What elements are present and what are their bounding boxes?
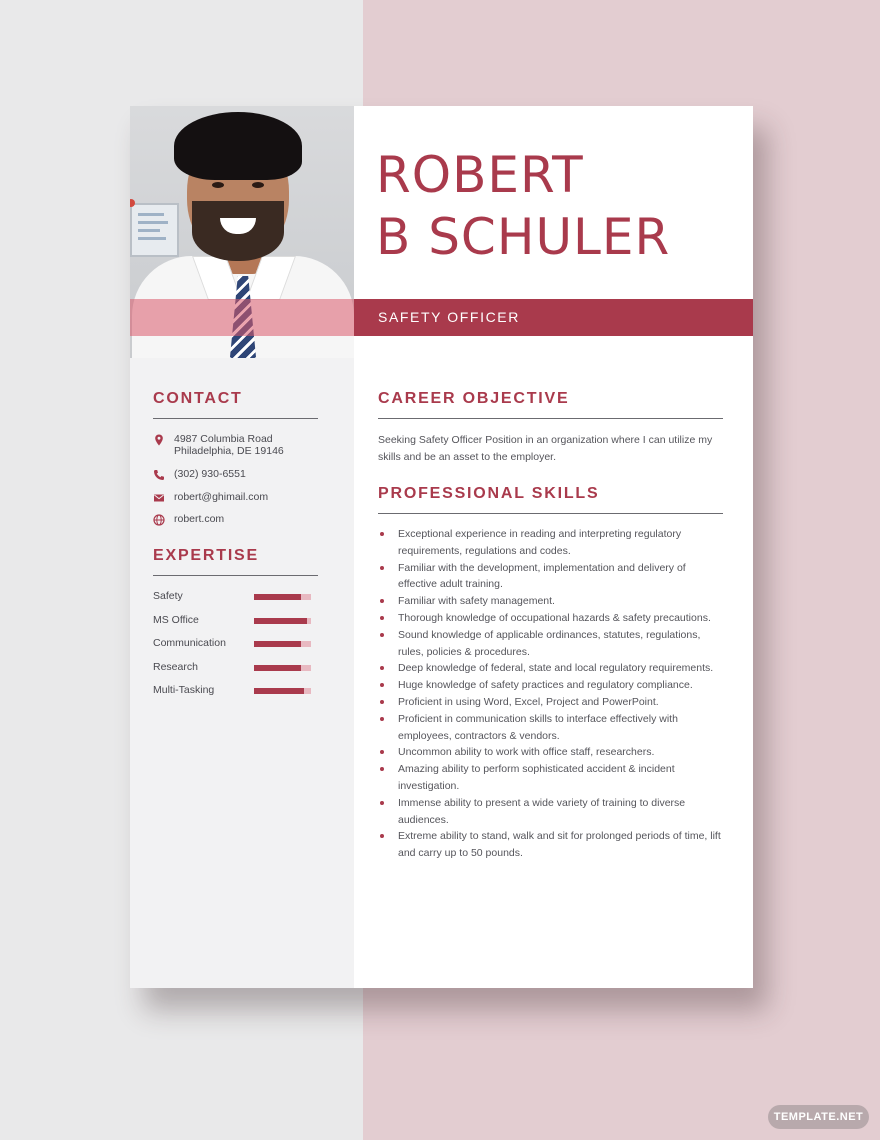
phone-text: (302) 930-6551 (174, 468, 246, 480)
expertise-bar (254, 618, 311, 624)
expertise-bar (254, 688, 311, 694)
expertise-divider (153, 575, 318, 576)
globe-icon (153, 514, 165, 526)
list-item: Immense ability to present a wide variety of training to diverse audiences. (378, 795, 723, 829)
expertise-row (153, 637, 318, 651)
contact-heading: CONTACT (153, 390, 243, 407)
professional-skills-list (378, 526, 723, 862)
contact-address (153, 433, 284, 457)
eye-left (212, 182, 224, 188)
expertise-bar-fill (254, 618, 307, 624)
list-item: Huge knowledge of safety practices and regulatory compliance. (378, 677, 723, 694)
list-item: Proficient in using Word, Excel, Project and PowerPoint. (378, 694, 723, 711)
career-objective-divider (378, 418, 723, 419)
professional-skills-heading: PROFESSIONAL SKILLS (378, 485, 600, 502)
contact-website (153, 513, 224, 526)
expertise-label: Multi-Tasking (153, 684, 215, 696)
expertise-row (153, 614, 318, 628)
job-title-band (354, 299, 753, 336)
list-item: Deep knowledge of federal, state and local regulatory requirements. (378, 660, 723, 677)
resume-sheet (130, 106, 753, 988)
expertise-label: Safety (153, 590, 183, 602)
template-net-watermark[interactable]: TEMPLATE.NET (768, 1105, 869, 1129)
expertise-bar-fill (254, 594, 301, 600)
expertise-bar-fill (254, 688, 304, 694)
professional-skills-divider (378, 513, 723, 514)
expertise-bar-fill (254, 641, 301, 647)
website-text: robert.com (174, 513, 225, 525)
email-text: robert@ghimail.com (174, 491, 269, 503)
contact-email (153, 491, 268, 504)
wall-board-illustration (130, 203, 179, 257)
email-icon (153, 492, 165, 504)
list-item: Exceptional experience in reading and interpreting regulatory requirements, regulations and codes. (378, 526, 723, 560)
expertise-bar (254, 594, 311, 600)
list-item: Amazing ability to perform sophisticated accident & incident investigation. (378, 761, 723, 795)
address-line-2: Philadelphia, DE 19146 (174, 445, 284, 457)
expertise-heading: EXPERTISE (153, 547, 260, 564)
hair-shape (174, 112, 302, 180)
profile-photo (130, 106, 354, 358)
candidate-name (376, 144, 670, 268)
list-item: Sound knowledge of applicable ordinances, statutes, regulations, rules, policies & procedures. (378, 627, 723, 661)
list-item: Proficient in communication skills to interface effectively with employees, contractors & vendors. (378, 711, 723, 745)
expertise-row (153, 661, 318, 675)
eye-right (252, 182, 264, 188)
expertise-bar (254, 665, 311, 671)
career-objective-heading: CAREER OBJECTIVE (378, 390, 570, 407)
list-item: Extreme ability to stand, walk and sit for prolonged periods of time, lift and carry up to 50 pounds. (378, 828, 723, 862)
expertise-row (153, 590, 318, 604)
expertise-bar (254, 641, 311, 647)
expertise-label: Research (153, 661, 198, 673)
name-line-2: B SCHULER (376, 208, 671, 266)
contact-phone (153, 468, 246, 481)
expertise-label: Communication (153, 637, 226, 649)
expertise-bar-fill (254, 665, 301, 671)
name-line-1: ROBERT (376, 146, 584, 204)
expertise-row (153, 684, 318, 698)
job-title: SAFETY OFFICER (378, 309, 520, 325)
location-pin-icon (153, 434, 165, 446)
address-line-1: 4987 Columbia Road (174, 433, 273, 445)
career-objective-text: Seeking Safety Officer Position in an organization where I can utilize my skills and be an asset to the employer. (378, 434, 713, 463)
address-text (174, 433, 284, 457)
list-item: Familiar with the development, implementation and delivery of effective adult training. (378, 560, 723, 594)
expertise-label: MS Office (153, 614, 199, 626)
list-item: Uncommon ability to work with office staff, researchers. (378, 744, 723, 761)
photo-accent-overlay (130, 299, 354, 336)
list-item: Thorough knowledge of occupational hazards & safety precautions. (378, 610, 723, 627)
list-item: Familiar with safety management. (378, 593, 723, 610)
phone-icon (153, 469, 165, 481)
contact-divider (153, 418, 318, 419)
